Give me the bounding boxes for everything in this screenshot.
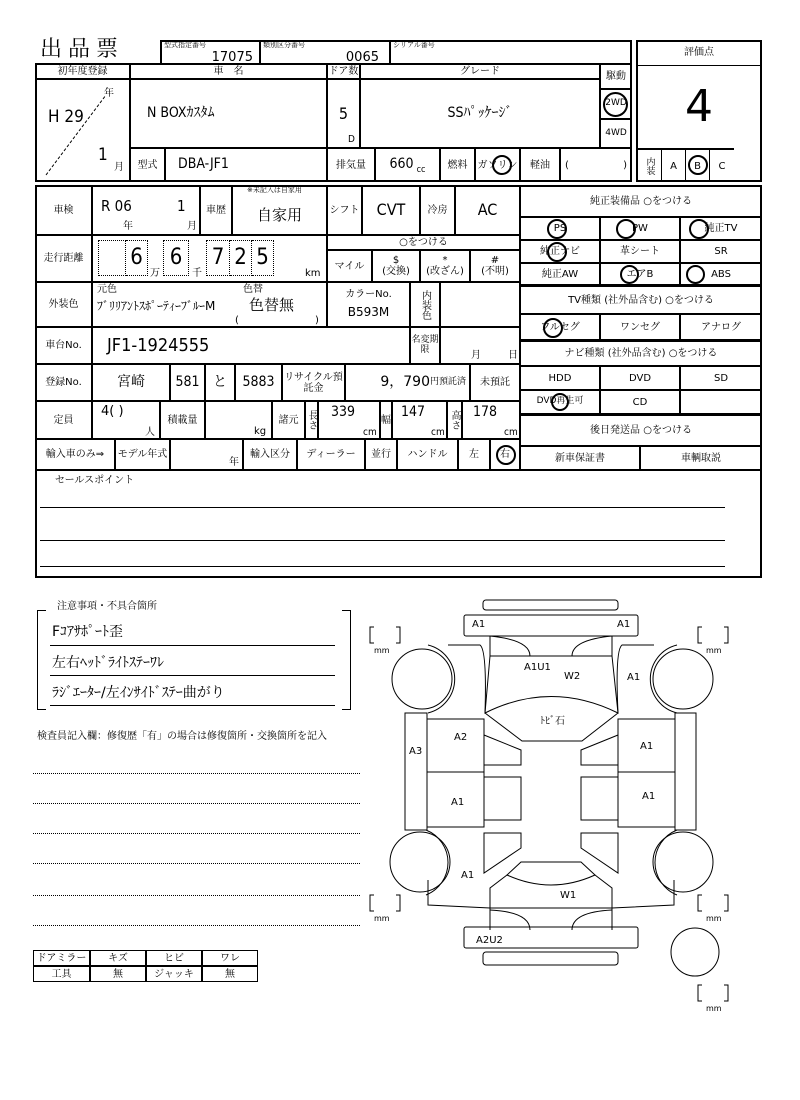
right-side-sill <box>675 713 696 830</box>
tread-bracket <box>698 627 728 643</box>
first-reg-year: H 29 <box>48 107 84 127</box>
note-item: Fｺｱｻﾎﾟｰﾄ歪 <box>52 624 124 640</box>
drive-4wd: 4WD <box>600 119 632 148</box>
mileage-label: 走行距離 <box>35 235 92 282</box>
inspection-month-unit: 月 <box>187 221 197 232</box>
interior-c: C <box>710 148 734 182</box>
doors-unit: D <box>348 134 355 145</box>
serial-label: シリアル番号 <box>393 41 435 49</box>
height-value: 178 <box>473 404 498 420</box>
registration-label: 登録No. <box>35 364 92 401</box>
grade-value: SSﾊﾟｯｹｰｼﾞ <box>360 79 600 148</box>
orig-color-label: 元色 <box>97 284 117 295</box>
chassis-value: JF1-1924555 <box>92 327 410 364</box>
recycle-unpaid: 未預託 <box>470 364 520 401</box>
front-left-wheel <box>392 649 452 709</box>
note-item: ﾗｼﾞｴｰﾀｰ/左ｲﾝｻｲﾄﾞｽﾃｰ曲がり <box>52 685 225 701</box>
rating-label: 評価点 <box>636 40 762 66</box>
damage-code: A1 <box>642 791 656 802</box>
note-item: 左右ﾍｯﾄﾞﾗｲﾄｽﾃｰﾜﾚ <box>52 655 164 671</box>
mm-label: mm <box>706 646 722 655</box>
mirror-label: ドアミラー <box>33 950 90 966</box>
width-label: 幅 <box>380 401 392 439</box>
handle-left: 左 <box>458 439 490 470</box>
damage-code: A1 <box>461 870 475 881</box>
orig-color-value: ﾌﾞﾘﾘｱﾝﾄｽﾎﾟｰﾃｨｰﾌﾞﾙｰM <box>97 300 216 313</box>
class-code-value: 0065 <box>345 50 379 65</box>
paren-open: ( <box>235 315 239 326</box>
length-label: 長さ <box>305 401 318 439</box>
mark-label: (改ざん) <box>426 266 464 277</box>
mileage-unit-km: km <box>305 268 321 279</box>
drive-label: 駆動 <box>600 63 632 89</box>
damage-code: W1 <box>560 890 577 901</box>
car-name-label: 車 名 <box>130 63 327 79</box>
mark-label: マイル <box>334 260 365 272</box>
left-side-sill <box>405 713 427 830</box>
mileage-unit-sen: 千 <box>192 268 202 279</box>
navi-sd: SD <box>680 366 762 390</box>
interior-label: 内装 <box>636 148 662 182</box>
drive-2wd: 2WD <box>600 89 632 119</box>
sheet-title: 出品票 <box>40 37 125 62</box>
color-label: 外装色 <box>35 282 92 327</box>
name-change-label: 名変期限 <box>410 327 440 364</box>
history-value: 自家用 <box>256 205 302 224</box>
damage-code: ﾄﾋﾞ石 <box>540 716 565 727</box>
left-front-door <box>427 719 484 772</box>
first-reg-month: 1 <box>98 145 108 165</box>
scratch-label: キズ <box>90 950 146 966</box>
load-label: 積載量 <box>160 401 205 439</box>
equip-sunroof: SR <box>680 240 762 263</box>
grade-label: グレード <box>360 63 600 79</box>
inspection-year: R 06 <box>101 197 132 215</box>
interior-a: A <box>662 148 686 182</box>
jack-value: 無 <box>202 966 258 982</box>
handle-label: ハンドル <box>397 439 458 470</box>
year-unit: 年 <box>104 88 114 99</box>
doors-number: 5 <box>338 103 349 123</box>
mileage-digit: 6 <box>163 240 189 276</box>
equip-pw: PW <box>600 217 680 240</box>
month-unit: 月 <box>471 350 481 361</box>
ac-label: 冷房 <box>420 185 455 235</box>
length-value: 339 <box>331 404 356 420</box>
trunk <box>490 875 612 930</box>
navi-dvd: DVD <box>600 366 680 390</box>
cm-unit: cm <box>363 427 377 438</box>
tread-bracket <box>698 895 728 911</box>
equip-abs: ABS <box>680 263 762 285</box>
navi-dvd-playable: DVD再生可 <box>520 390 600 414</box>
first-reg-label: 初年度登録 <box>35 63 130 79</box>
wheel-arch <box>426 830 448 895</box>
damage-code: A3 <box>409 746 423 757</box>
mark-label: (不明) <box>481 266 509 277</box>
color-no-value: B593M <box>347 305 390 320</box>
damage-code: A1 <box>472 619 486 630</box>
spec-label: 諸元 <box>272 401 305 439</box>
type-value: DBA-JF1 <box>165 148 327 182</box>
later-manual: 車輌取説 <box>640 446 762 470</box>
mileage-digit: 6 <box>126 240 148 276</box>
mileage-mark-header: ○をつける <box>327 235 520 250</box>
damage-code: A1U1 <box>524 662 551 673</box>
damage-code: A1 <box>640 741 654 752</box>
year-unit: 年 <box>229 457 239 468</box>
paren-close: ) <box>315 315 319 326</box>
right-middle-window <box>581 777 618 820</box>
break-label: ワレ <box>202 950 258 966</box>
equip-leather-seat: 革シート <box>600 240 680 263</box>
rear-windows <box>484 833 618 873</box>
front-right-wheel <box>653 649 713 709</box>
day-unit: 日 <box>508 350 518 361</box>
model-year-label: モデル年式 <box>115 439 170 470</box>
load-unit: kg <box>254 426 267 437</box>
paren-close: ) <box>623 159 627 171</box>
inspection-label: 車検 <box>35 185 92 235</box>
rear-bumper-bar <box>483 952 618 965</box>
mark-label: (交換) <box>382 266 410 277</box>
color-no-label: カラーNo. <box>345 289 392 301</box>
registration-region: 宮崎 <box>92 364 170 401</box>
later-warranty: 新車保証書 <box>520 446 640 470</box>
import-type-label: 輸入区分 <box>243 439 297 470</box>
rating-score: 4 <box>685 80 713 132</box>
damage-code: A2U2 <box>476 935 503 946</box>
equip-ps: PS <box>520 217 600 240</box>
history-label: 車歴 <box>200 185 232 235</box>
fuel-gasoline: ガソリン <box>475 148 520 182</box>
sales-point-label: セールスポイント <box>55 475 135 486</box>
handle-right: 右 <box>490 439 520 470</box>
equip-genuine-tv: 純正TV <box>680 217 762 240</box>
rear-quarter-panels <box>428 880 674 908</box>
paren-open: ( <box>565 159 569 171</box>
mm-label: mm <box>374 914 390 923</box>
mileage-unit-man: 万 <box>150 268 160 279</box>
damage-code: A1 <box>627 672 641 683</box>
registration-number: 5883 <box>235 364 282 401</box>
registration-kana: と <box>205 364 235 401</box>
height-label: 高さ <box>447 401 462 439</box>
spare-tire <box>671 928 719 976</box>
chassis-label: 車台No. <box>35 327 92 364</box>
color-change-value: 色替無 <box>249 296 295 314</box>
month-unit: 月 <box>114 162 124 173</box>
shift-value: CVT <box>362 185 420 235</box>
left-front-fender <box>448 645 485 713</box>
capacity-unit: 人 <box>145 427 155 438</box>
damage-code: A2 <box>454 732 468 743</box>
wheel-arch <box>650 645 677 713</box>
model-code-value: 17075 <box>211 50 253 65</box>
navi-hdd: HDD <box>520 366 600 390</box>
displacement-label: 排気量 <box>327 148 375 182</box>
navi-header: ナビ種類 (社外品含む) ○をつける <box>520 340 762 366</box>
equip-genuine-aw: 純正AW <box>520 263 600 285</box>
front-windows <box>484 735 618 765</box>
type-label: 型式 <box>130 148 165 182</box>
displacement-value: 660 <box>389 156 414 173</box>
doors-label: ドア数 <box>327 63 360 79</box>
wheel-arch <box>428 645 455 713</box>
history-note: ※未記入は自家用 <box>247 186 302 194</box>
mark-symbol: * <box>442 255 448 266</box>
model-code-label: 型式指定番号 <box>164 41 206 49</box>
headlights <box>490 636 612 656</box>
fuel-diesel: 軽油 <box>520 148 560 182</box>
mileage-digit: 7 <box>206 240 230 276</box>
import-parallel: 並行 <box>365 439 397 470</box>
color-change-label: 色替 <box>243 284 263 295</box>
tv-fullseg: フルセグ <box>520 314 600 340</box>
cm-unit: cm <box>504 427 518 438</box>
jack-label: ジャッキ <box>146 966 202 982</box>
inspection-year-unit: 年 <box>123 221 133 232</box>
recycle-value: 9，790 <box>380 373 430 390</box>
mark-symbol: $ <box>392 255 400 266</box>
front-bumper-bar <box>483 600 618 610</box>
crack-label: ヒビ <box>146 950 202 966</box>
interior-color-label: 内装色 <box>410 282 440 327</box>
tread-bracket <box>698 985 728 1001</box>
mileage-digit: 5 <box>252 240 274 276</box>
front-bumper <box>464 615 638 636</box>
cm-unit: cm <box>431 427 445 438</box>
equipment-header: 純正装備品 ○をつける <box>520 185 762 217</box>
mm-label: mm <box>706 914 722 923</box>
mileage-digit: 2 <box>230 240 252 276</box>
interior-b: B <box>686 148 710 182</box>
navi-cd: CD <box>600 390 680 414</box>
import-label: 輸入車のみ⇒ <box>35 439 115 470</box>
mm-label: mm <box>706 1004 722 1013</box>
registration-class: 581 <box>170 364 205 401</box>
inspector-label: 検査員記入欄：修復歴「有」の場合は修復箇所・交換箇所を記入 <box>37 731 327 742</box>
damage-code: A1 <box>617 619 631 630</box>
class-code-label: 類別区分番号 <box>263 41 305 49</box>
equip-genuine-navi: 純正ナビ <box>520 240 600 263</box>
damage-code: A1 <box>451 797 465 808</box>
later-header: 後日発送品 ○をつける <box>520 414 762 446</box>
left-middle-window <box>484 777 521 820</box>
tools-value: 無 <box>90 966 146 982</box>
shift-label: シフト <box>327 185 362 235</box>
tv-header: TV種類 (社外品含む) ○をつける <box>520 285 762 314</box>
capacity-value: 4( ) <box>101 404 124 419</box>
width-value: 147 <box>401 404 426 420</box>
notes-label: 注意事項・不具合箇所 <box>57 601 157 612</box>
recycle-label: リサイクル預託金 <box>282 364 345 401</box>
inspection-month: 1 <box>177 197 186 215</box>
tv-analog: アナログ <box>680 314 762 340</box>
tools-label: 工具 <box>33 966 90 982</box>
import-dealer: ディーラー <box>297 439 365 470</box>
equip-airbag: エアB <box>600 263 680 285</box>
displacement-unit: cc <box>416 165 426 176</box>
car-name: N BOXｶｽﾀﾑ <box>130 79 327 148</box>
fuel-label: 燃料 <box>440 148 475 182</box>
mark-symbol: # <box>490 255 500 266</box>
tread-bracket <box>370 627 400 643</box>
hood <box>485 656 618 713</box>
recycle-unit: 円預託済 <box>429 376 466 387</box>
ac-value: AC <box>455 185 520 235</box>
capacity-label: 定員 <box>35 401 92 439</box>
tread-bracket <box>370 895 400 911</box>
rear-window <box>507 862 595 885</box>
mm-label: mm <box>374 646 390 655</box>
damage-code: W2 <box>564 671 581 682</box>
tv-oneseg: ワンセグ <box>600 314 680 340</box>
